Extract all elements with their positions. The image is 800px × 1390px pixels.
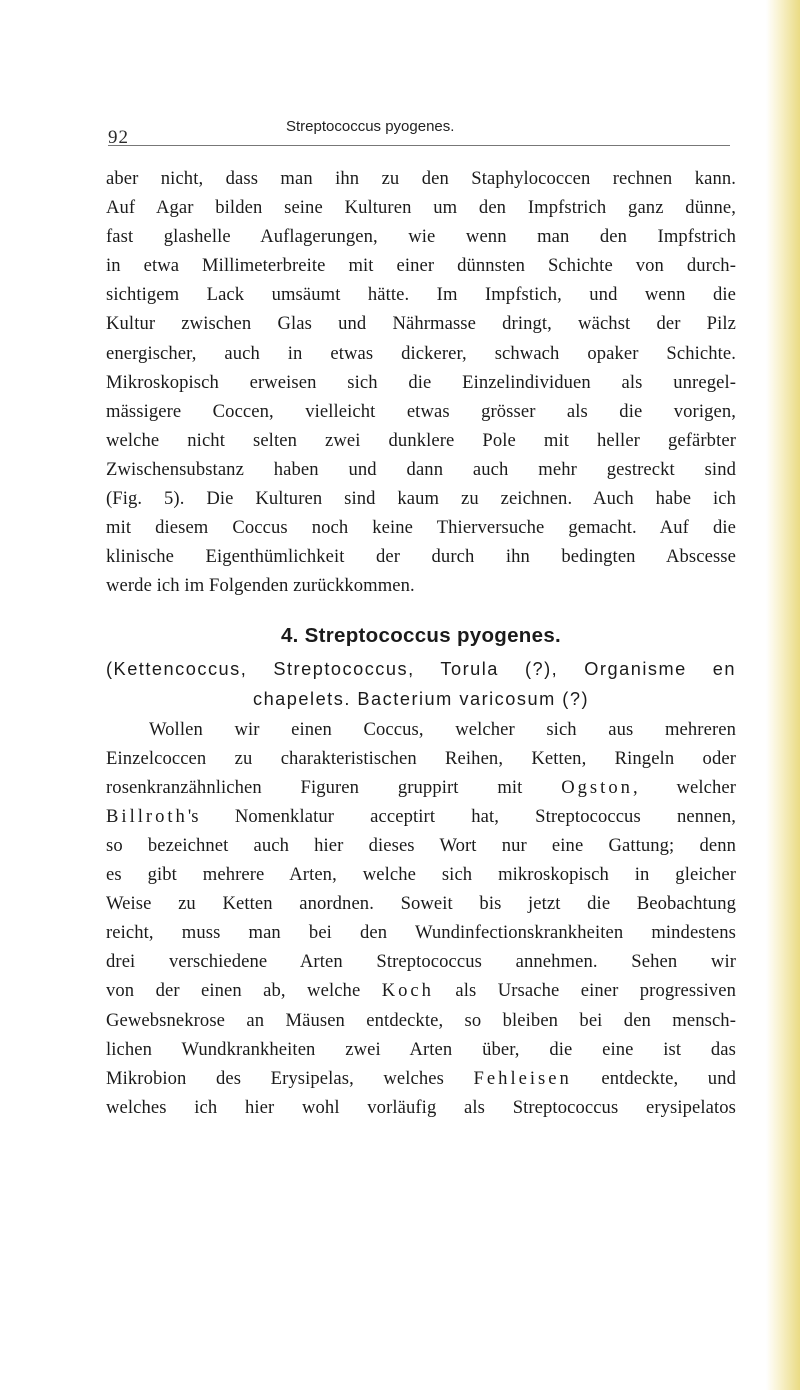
text-line: (Fig. 5). Die Kulturen sind kaum zu zeichnen. Auch habe ich [106,488,736,510]
page-edge-tint [766,0,800,1390]
text-segment: Mikrobion des Erysipelas, welches [106,1067,474,1089]
text-line: Einzelcoccen zu charakteristischen Reihen, Ketten, Ringeln oder [106,747,736,769]
text-line: mässigere Coccen, vielleicht etwas grösser als die vorigen, [106,400,736,422]
text-line: Mikroskopisch erweisen sich die Einzelindividuen als unregel- [106,371,736,393]
text-line: Gewebsnekrose an Mäusen entdeckte, so bleiben bei den mensch- [106,1009,736,1031]
author-name-fehleisen: Fehleisen [473,1067,572,1089]
author-name-billroth: Billroth [106,805,188,827]
paragraph-staphylococcus-cultures [106,164,736,600]
text-line: so bezeichnet auch hier dieses Wort nur eine Gattung; denn [106,834,736,856]
text-line: sichtigem Lack umsäumt hätte. Im Impfstich, und wenn die [106,284,736,306]
author-name-ogston: Ogston [561,776,633,798]
text-line: lichen Wundkrankheiten zwei Arten über, die eine ist das [106,1038,736,1060]
text-line: reicht, muss man bei den Wundinfectionskrankheiten mindestens [106,922,736,944]
text-line: energischer, auch in etwas dickerer, schwach opaker Schichte. [106,342,736,364]
text-segment: rosenkranzähnlichen Figuren gruppirt mit [106,776,562,798]
page-body [106,164,736,1122]
text-line: welches ich hier wohl vorläufig als Streptococcus erysipelatos [106,1096,736,1118]
text-line: Kultur zwischen Glas und Nährmasse dringt, wächst der Pilz [106,313,736,335]
text-line: mit diesem Coccus noch keine Thierversuche gemacht. Auf die [106,517,736,539]
text-line [106,802,736,831]
text-segment: als Ursache einer progressiven [433,980,736,1002]
text-segment: von der einen ab, welche [106,980,382,1002]
text-line: es gibt mehrere Arten, welche sich mikroskopisch in gleicher [106,864,736,886]
text-line: drei verschiedene Arten Streptococcus annehmen. Sehen wir [106,951,736,973]
text-line: welche nicht selten zwei dunklere Pole mit heller gefärbter [106,429,736,451]
page-header [108,100,728,148]
text-line [106,1064,736,1093]
text-line: fast glashelle Auflagerungen, wie wenn man den Impfstrich [106,226,736,248]
page-number: 92 [108,127,129,148]
text-line: werde ich im Folgenden zurückkommen. [106,575,415,597]
text-line [106,773,736,802]
synonyms-line: chapelets. Bacterium varicosum (?) [252,689,590,709]
text-segment: 's Nomenklatur acceptirt hat, Streptococcus nennen, [187,805,736,827]
running-title: Streptococcus pyogenes. [286,118,455,135]
text-line: Auf Agar bilden seine Kulturen um den Impfstrich ganz dünne, [106,197,736,219]
text-line: Wollen wir einen Coccus, welcher sich aus mehreren [149,718,736,740]
text-segment: entdeckte, und [571,1067,736,1089]
synonyms-line: (Kettencoccus, Streptococcus, Torula (?), Organisme en [106,659,736,680]
author-name-koch: Koch [381,980,434,1002]
paragraph-streptococcus-description [106,715,736,1122]
text-segment: , welcher [632,776,737,798]
text-line [106,976,736,1005]
text-line: Weise zu Ketten anordnen. Soweit bis jetzt die Beobachtung [106,893,736,915]
section-heading: 4. Streptococcus pyogenes. [280,624,562,648]
text-line: in etwa Millimeterbreite mit einer dünnsten Schichte von durch- [106,255,736,277]
text-line: Zwischensubstanz haben und dann auch mehr gestreckt sind [106,458,736,480]
header-rule [108,145,730,146]
text-line: klinische Eigenthümlichkeit der durch ihn bedingten Abscesse [106,546,736,568]
text-line: aber nicht, dass man ihn zu den Staphylococcen rechnen kann. [106,168,736,189]
